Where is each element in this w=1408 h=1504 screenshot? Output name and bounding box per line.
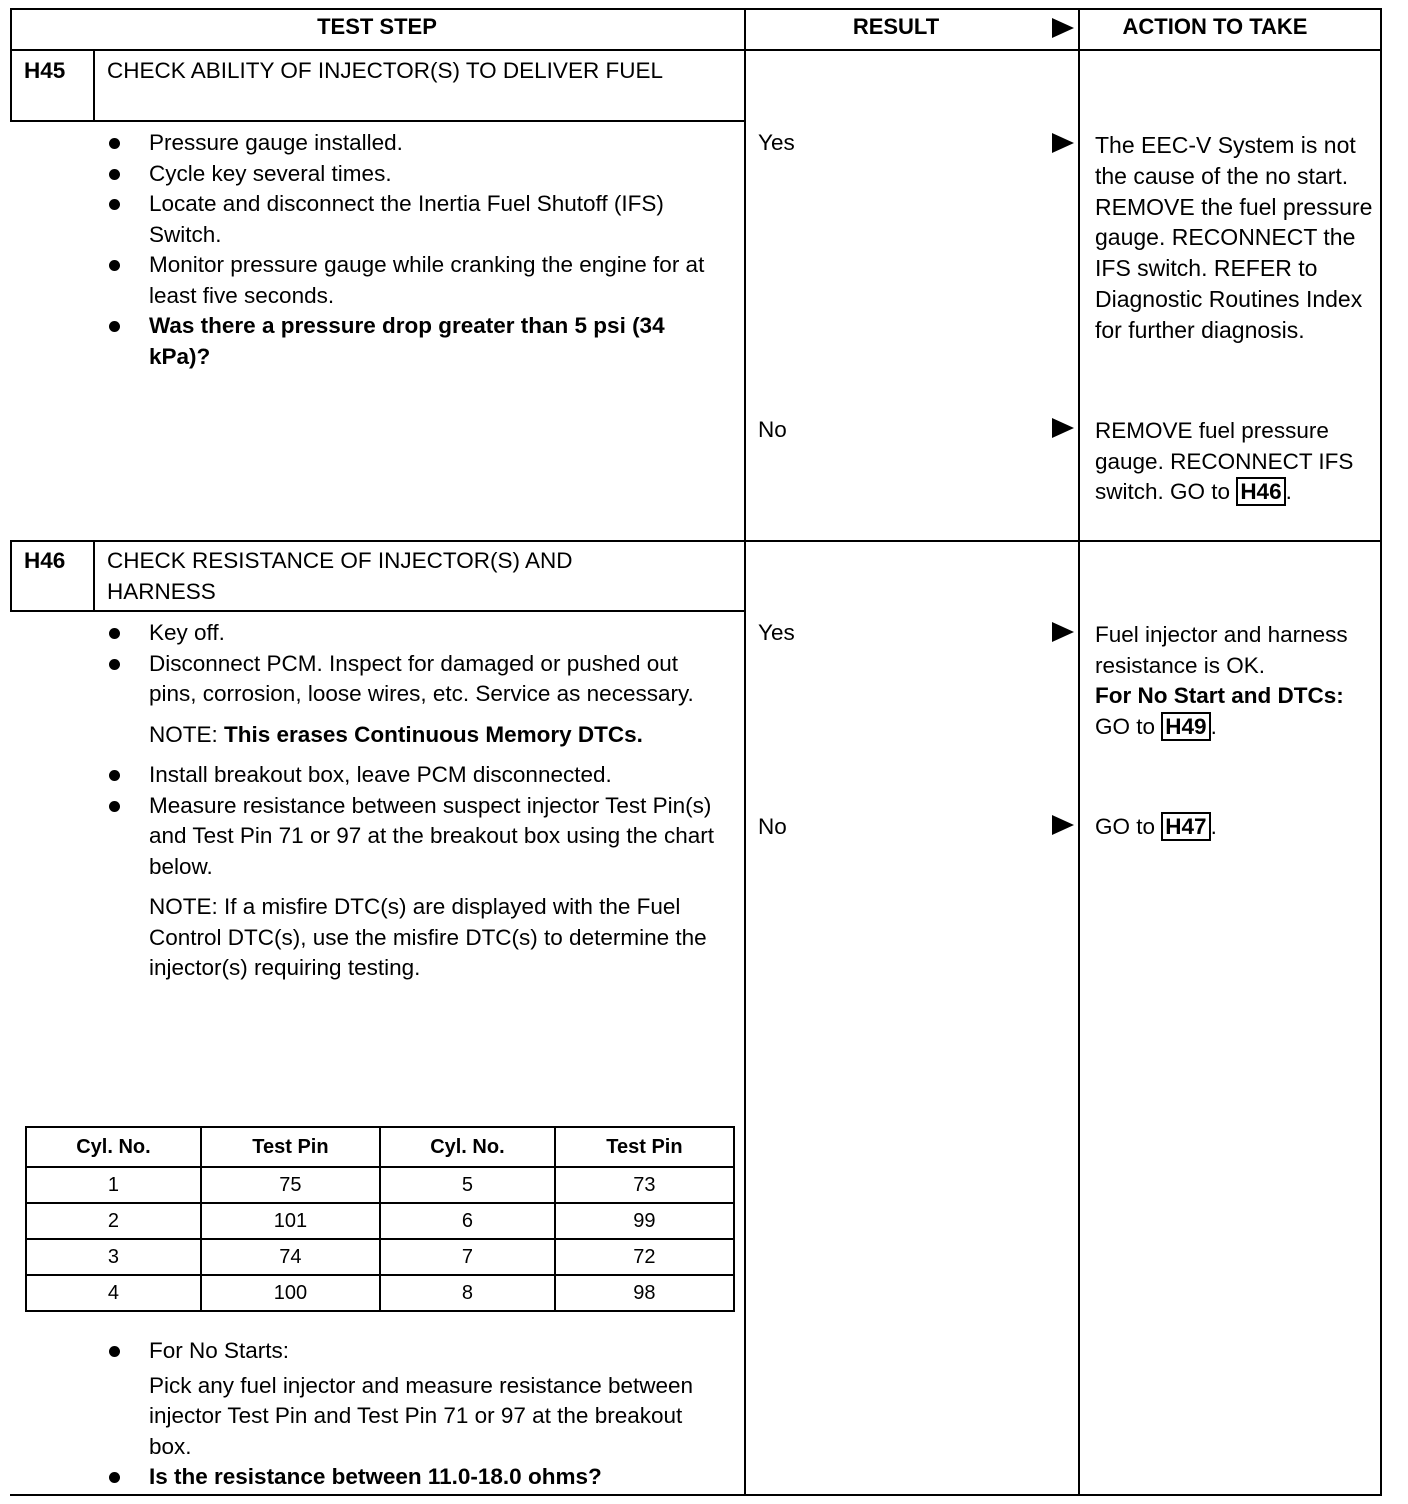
goto-line: GO to H49 . xyxy=(1095,713,1217,739)
divider xyxy=(10,49,1382,51)
table-row xyxy=(26,1275,734,1311)
goto-text: GO to xyxy=(1095,814,1156,839)
note-memory xyxy=(107,720,727,751)
result-no: No xyxy=(758,417,787,442)
cell: 73 xyxy=(555,1167,734,1203)
arrow-icon xyxy=(1052,133,1074,153)
step-item: Disconnect PCM. Inspect for damaged or pushed out pins, corrosion, loose wires, etc. Service as necessary. xyxy=(107,649,727,710)
cell: 4 xyxy=(26,1275,201,1311)
result-no: No xyxy=(758,814,787,839)
column-header: Cyl. No. xyxy=(380,1127,555,1167)
cell: 5 xyxy=(380,1167,555,1203)
table-row xyxy=(26,1203,734,1239)
no-starts-text: Pick any fuel injector and measure resistance between injector Test Pin and Test Pin 71 or 97 at the breakout box. xyxy=(149,1372,694,1459)
cell: 7 xyxy=(380,1239,555,1275)
table-row xyxy=(26,1167,734,1203)
divider xyxy=(744,8,746,1496)
step-item: Pressure gauge installed. xyxy=(107,128,717,159)
action-no: GO to H47 . xyxy=(1095,814,1217,839)
cell: 1 xyxy=(26,1167,201,1203)
cell: 74 xyxy=(201,1239,380,1275)
divider xyxy=(10,540,12,610)
divider xyxy=(93,49,95,121)
arrow-icon xyxy=(1052,622,1074,642)
action-text: Fuel injector and harness resistance is OK. xyxy=(1095,622,1348,678)
cell: 75 xyxy=(201,1167,380,1203)
step-item: Measure resistance between suspect injector Test Pin(s) and Test Pin 71 or 97 at the breakout box using the chart below. xyxy=(107,791,727,883)
h45-steps xyxy=(107,128,717,372)
table-header-row xyxy=(26,1127,734,1167)
goto-link-h49[interactable]: H49 xyxy=(1161,712,1210,741)
step-id-h45: H45 xyxy=(24,58,66,83)
column-header: Cyl. No. xyxy=(26,1127,201,1167)
step-question: Is the resistance between 11.0-18.0 ohms? xyxy=(107,1462,727,1493)
cell: 99 xyxy=(555,1203,734,1239)
step-item: Monitor pressure gauge while cranking the engine for at least five seconds. xyxy=(107,250,717,311)
cell: 3 xyxy=(26,1239,201,1275)
cell: 100 xyxy=(201,1275,380,1311)
arrow-icon xyxy=(1052,815,1074,835)
step-item: Key off. xyxy=(107,618,727,649)
column-header: Test Pin xyxy=(555,1127,734,1167)
divider xyxy=(10,540,1382,542)
header-action: ACTION TO TAKE xyxy=(1122,14,1308,39)
column-header: Test Pin xyxy=(201,1127,380,1167)
cylinder-pin-table xyxy=(25,1126,735,1312)
arrow-icon xyxy=(1052,418,1074,438)
action-yes: The EEC-V System is not the cause of the no start. REMOVE the fuel pressure gauge. RECONNECT the IFS switch. REFER to Diagnostic Routines Index for further diagnosis. xyxy=(1095,132,1373,343)
step-id-h46: H46 xyxy=(24,548,66,573)
cell: 2 xyxy=(26,1203,201,1239)
cell: 101 xyxy=(201,1203,380,1239)
cell: 72 xyxy=(555,1239,734,1275)
step-title-h46: CHECK RESISTANCE OF INJECTOR(S) AND HARNESS xyxy=(107,548,573,604)
step-item: Locate and disconnect the Inertia Fuel Shutoff (IFS) Switch. xyxy=(107,189,717,250)
action-no: REMOVE fuel pressure gauge. RECONNECT IFS switch. GO to H46 . xyxy=(1095,418,1354,504)
action-yes xyxy=(1095,620,1377,742)
step-item: Install breakout box, leave PCM disconnected. xyxy=(107,760,727,791)
action-text: REMOVE fuel pressure gauge. RECONNECT IFS switch. GO to xyxy=(1095,418,1354,504)
divider xyxy=(10,120,745,122)
divider xyxy=(93,540,95,611)
h46-steps xyxy=(107,618,727,994)
divider xyxy=(10,1494,1382,1496)
divider xyxy=(1078,8,1080,1496)
step-item: Cycle key several times. xyxy=(107,159,717,190)
divider xyxy=(10,610,745,612)
arrow-icon xyxy=(1052,18,1074,38)
goto-link-h46[interactable]: H46 xyxy=(1236,477,1285,506)
divider xyxy=(1380,8,1382,1496)
step-title-h45: CHECK ABILITY OF INJECTOR(S) TO DELIVER FUEL xyxy=(107,58,663,83)
h46-final-steps xyxy=(107,1336,727,1493)
cell: 8 xyxy=(380,1275,555,1311)
note-misfire: NOTE: If a misfire DTC(s) are displayed with the Fuel Control DTC(s), use the misfire DTC(s) to determine the injector(s) requiring testing. xyxy=(149,894,707,980)
note-text: This erases Continuous Memory DTCs. xyxy=(224,721,643,747)
result-yes: Yes xyxy=(758,130,795,155)
result-yes: Yes xyxy=(758,620,795,645)
cell: 6 xyxy=(380,1203,555,1239)
divider xyxy=(10,8,1382,10)
header-result: RESULT xyxy=(852,14,940,39)
action-bold-text: For No Start and DTCs: xyxy=(1095,683,1344,708)
step-question: Was there a pressure drop greater than 5 psi (34 kPa)? xyxy=(107,311,717,372)
goto-link-h47[interactable]: H47 xyxy=(1161,812,1210,841)
header-test-step: TEST STEP xyxy=(317,14,437,39)
goto-text: GO to xyxy=(1095,713,1156,739)
table-row xyxy=(26,1239,734,1275)
cell: 98 xyxy=(555,1275,734,1311)
step-item xyxy=(107,1336,727,1462)
note-label: NOTE: xyxy=(149,721,218,747)
no-starts-label: For No Starts: xyxy=(149,1338,290,1363)
